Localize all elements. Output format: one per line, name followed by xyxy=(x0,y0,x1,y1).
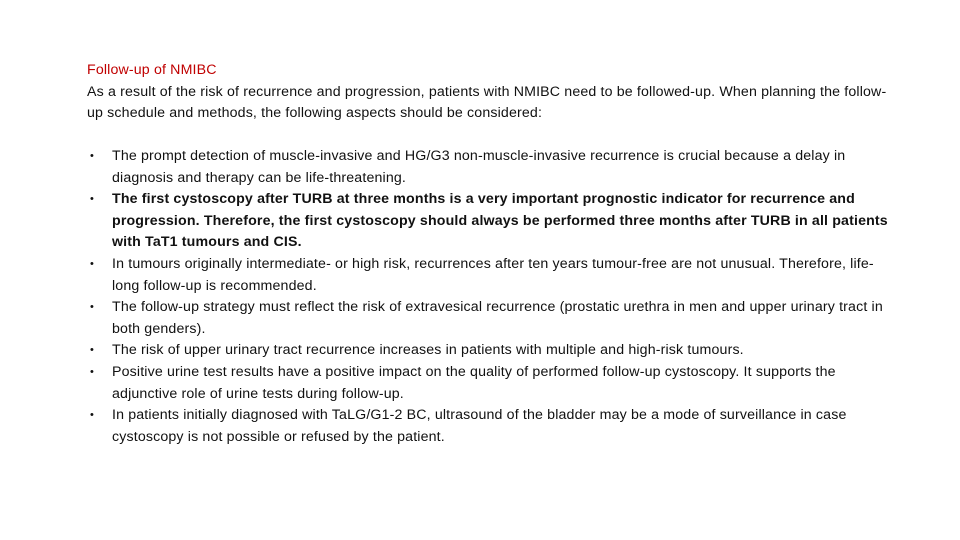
bullet-text: The prompt detection of muscle-invasive and HG/G3 non-muscle-invasive recurrence is crucial because a delay in diagnosis and therapy can be life-threatening. xyxy=(112,148,846,186)
bullet-item xyxy=(90,362,892,405)
bullet-text: Positive urine test results have a positive impact on the quality of performed follow-up cystoscopy. It supports the adjunctive role of urine tests during follow-up. xyxy=(112,363,836,402)
bullet-text: The risk of upper urinary tract recurrence increases in patients with multiple and high-risk tumours. xyxy=(112,342,744,359)
bullet-icon: • xyxy=(90,257,95,270)
bullet-item xyxy=(90,405,892,448)
bullet-item xyxy=(90,297,892,340)
intro-paragraph: As a result of the risk of recurrence and progression, patients with NMIBC need to be followed-up. When planning the follow-up schedule and methods, the following aspects should be considered: xyxy=(87,83,887,122)
bullet-icon: • xyxy=(90,193,95,206)
bullet-icon: • xyxy=(90,409,95,422)
text-block xyxy=(87,60,887,125)
bullet-text: In patients initially diagnosed with TaLG/G1-2 BC, ultrasound of the bladder may be a mode of surveillance in case cystoscopy is not possible or refused by the patient. xyxy=(112,407,847,445)
bullet-list xyxy=(90,146,892,448)
bullet-item xyxy=(90,189,892,254)
bullet-icon: • xyxy=(90,150,95,162)
bullet-item xyxy=(90,254,892,297)
bullet-item xyxy=(90,340,892,362)
bullet-text: The follow-up strategy must reflect the risk of extravesical recurrence (prostatic urethra in men and upper urinary tract in both genders). xyxy=(112,299,883,337)
bullet-text: In tumours originally intermediate- or high risk, recurrences after ten years tumour-free are not unusual. Therefore, life-long follow-up is recommended. xyxy=(112,255,874,294)
bullet-icon: • xyxy=(90,365,95,378)
bullet-icon: • xyxy=(90,344,95,357)
bullet-text: The first cystoscopy after TURB at three months is a very important prognostic indicator for recurrence and progression. Therefore, the first cystoscopy should always be performed three months after TURB in all patients with TaT1 tumours and CIS. xyxy=(112,191,888,251)
slide-title: Follow-up of NMIBC xyxy=(87,62,217,78)
bullet-icon: • xyxy=(90,301,95,314)
bullet-item xyxy=(90,146,892,189)
